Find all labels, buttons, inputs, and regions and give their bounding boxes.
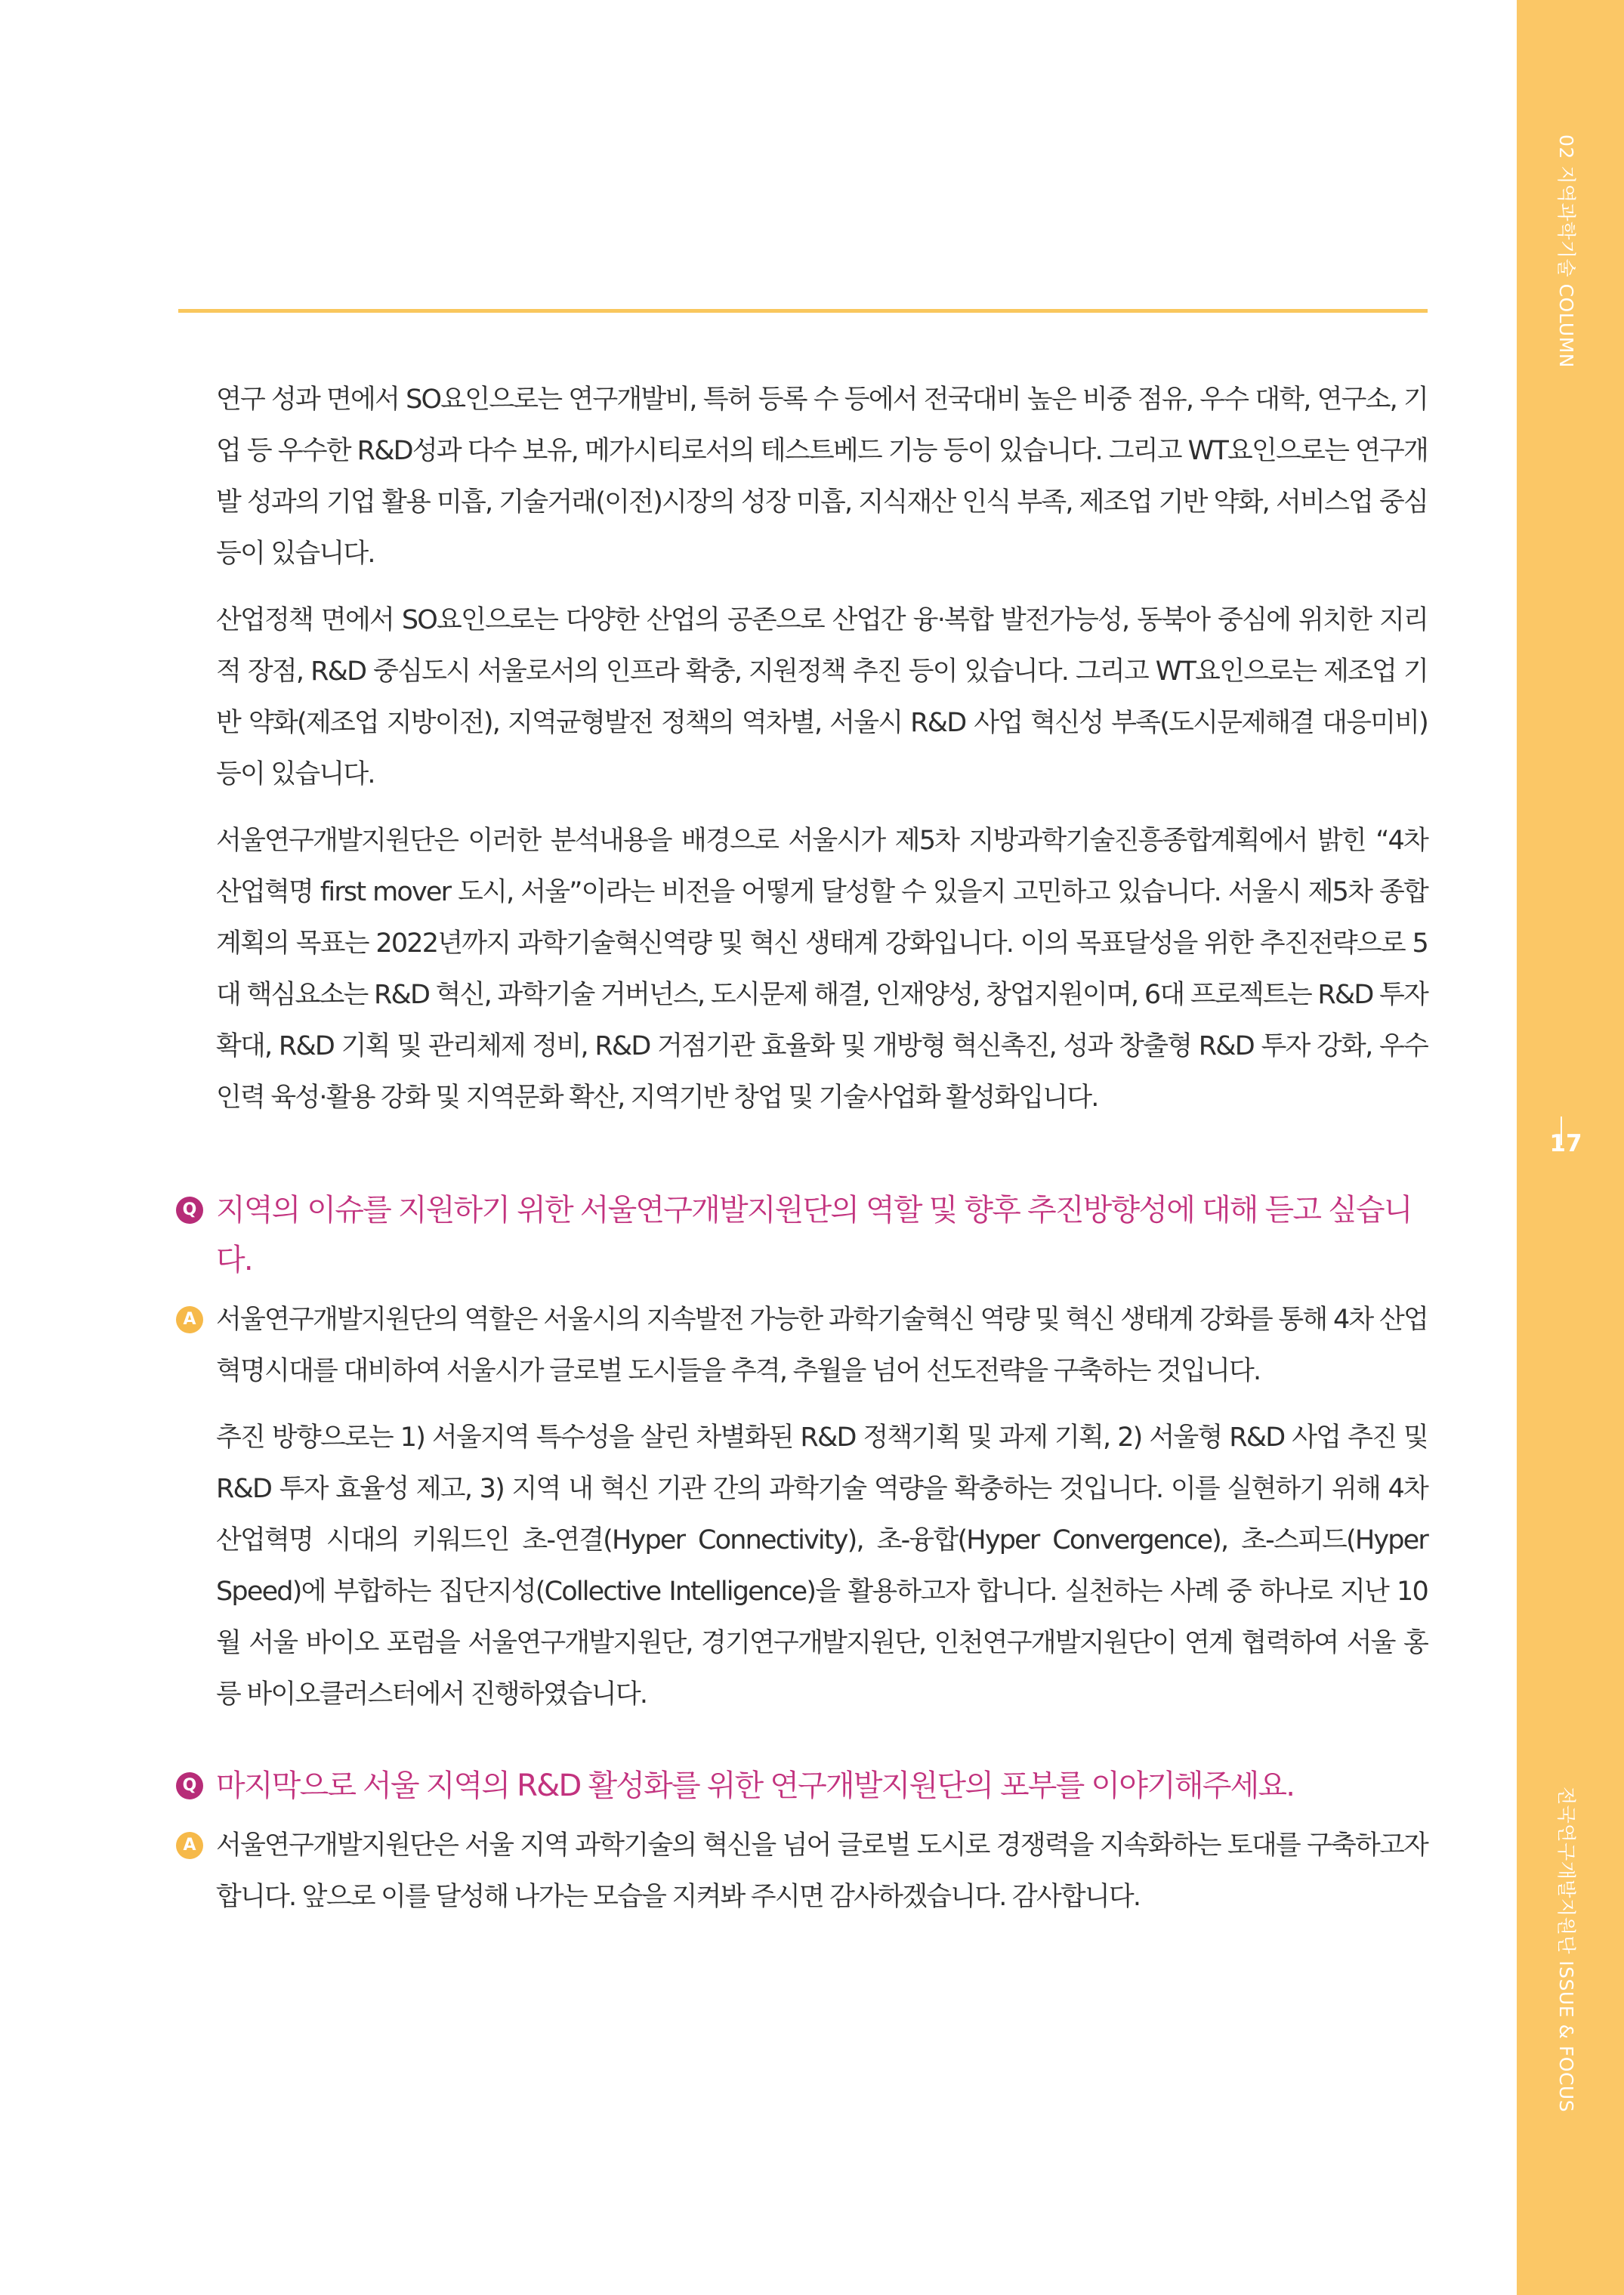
answer-text: 서울연구개발지원단의 역할은 서울시의 지속발전 가능한 과학기술혁신 역량 및 혁신 생태계 강화를 통해 4차 산업혁명시대를 대비하여 서울시가 글로벌 도시들을 추격, 추월을 넘어 선도전략을 구축하는 것입니다. — [216, 1305, 1428, 1386]
answer-badge-icon: A — [176, 1306, 203, 1333]
answer-badge-icon: A — [176, 1832, 203, 1859]
header-rule — [178, 309, 1428, 313]
answer-continuation: 추진 방향으로는 1) 서울지역 특수성을 살린 차별화된 R&D 정책기획 및 과제 기획, 2) 서울형 R&D 사업 추진 및 R&D 투자 효율성 제고, 3) 지역 내 혁신 기관 간의 과학기술 역량을 확충하는 것입니다. 이를 실현하기 위해 4차 산업혁명 시대의 키워드인 초-연결(Hyper Connectivity), 초-융합(Hyper Convergence), 초-스피드(Hyper Speed)에 부합하는 집단지성(Collective Intelligence)을 활용하고자 합니다. 실천하는 사례 중 하나로 지난 10월 서울 바이오 포럼을 서울연구개발지원단, 경기연구개발지원단, 인천연구개발지원단이 연계 협력하여 서울 홍릉 바이오클러스터에서 진행하였습니다. — [216, 1422, 1428, 1710]
section-label: 02 지역과학기술 COLUMN — [1555, 134, 1577, 368]
page-number: 17 — [1549, 1130, 1582, 1157]
question-badge-icon: Q — [176, 1772, 203, 1799]
paragraph-research-performance: 연구 성과 면에서 SO요인으로는 연구개발비, 특허 등록 수 등에서 전국대비 높은 비중 점유, 우수 대학, 연구소, 기업 등 우수한 R&D성과 다수 보유, 메가시티로서의 테스트베드 기능 등이 있습니다. 그리고 WT요인으로는 연구개발 성과의 기업 활용 미흡, 기술거래(이전)시장의 성장 미흡, 지식재산 인식 부족, 제조업 기반 약화, 서비스업 중심 등이 있습니다. — [216, 385, 1428, 569]
question-text: 지역의 이슈를 지원하기 위한 서울연구개발지원단의 역할 및 향후 추진방향성에 대해 듣고 싶습니다. — [216, 1193, 1412, 1277]
answer-ambition — [183, 1820, 1428, 1923]
publication-label: 전국연구개발지원단 ISSUE & FOCUS — [1555, 1787, 1577, 2113]
answer-role-direction — [183, 1294, 1428, 1397]
article-body — [182, 374, 1428, 1938]
question-badge-icon: Q — [176, 1197, 203, 1224]
paragraph-industrial-policy: 산업정책 면에서 SO요인으로는 다양한 산업의 공존으로 산업간 융·복합 발전가능성, 동북아 중심에 위치한 지리적 장점, R&D 중심도시 서울로서의 인프라 확충, 지원정책 추진 등이 있습니다. 그리고 WT요인으로는 제조업 기반 약화(제조업 지방이전), 지역균형발전 정책의 역차별, 서울시 R&D 사업 혁신성 부족(도시문제해결 대응미비) 등이 있습니다. — [216, 605, 1428, 789]
question-ambition — [182, 1761, 1428, 1811]
question-role-direction — [182, 1185, 1428, 1285]
answer-text: 서울연구개발지원단은 서울 지역 과학기술의 혁신을 넘어 글로벌 도시로 경쟁력을 지속화하는 토대를 구축하고자 합니다. 앞으로 이를 달성해 나가는 모습을 지켜봐 주시면 감사하겠습니다. 감사합니다. — [216, 1830, 1428, 1912]
question-text: 마지막으로 서울 지역의 R&D 활성화를 위한 연구개발지원단의 포부를 이야기해주세요. — [216, 1768, 1295, 1803]
paragraph-vision-strategy: 서울연구개발지원단은 이러한 분석내용을 배경으로 서울시가 제5차 지방과학기술진흥종합계획에서 밝힌 “4차 산업혁명 first mover 도시, 서울”이라는 비전을 어떻게 달성할 수 있을지 고민하고 있습니다. 서울시 제5차 종합계획의 목표는 2022년까지 과학기술혁신역량 및 혁신 생태계 강화입니다. 이의 목표달성을 위한 추진전략으로 5대 핵심요소는 R&D 혁신, 과학기술 거버넌스, 도시문제 해결, 인재양성, 창업지원이며, 6대 프로젝트는 R&D 투자확대, R&D 기획 및 관리체제 정비, R&D 거점기관 효율화 및 개방형 혁신촉진, 성과 창출형 R&D 투자 강화, 우수인력 육성·활용 강화 및 지역문화 확산, 지역기반 창업 및 기술사업화 활성화입니다. — [216, 826, 1428, 1113]
